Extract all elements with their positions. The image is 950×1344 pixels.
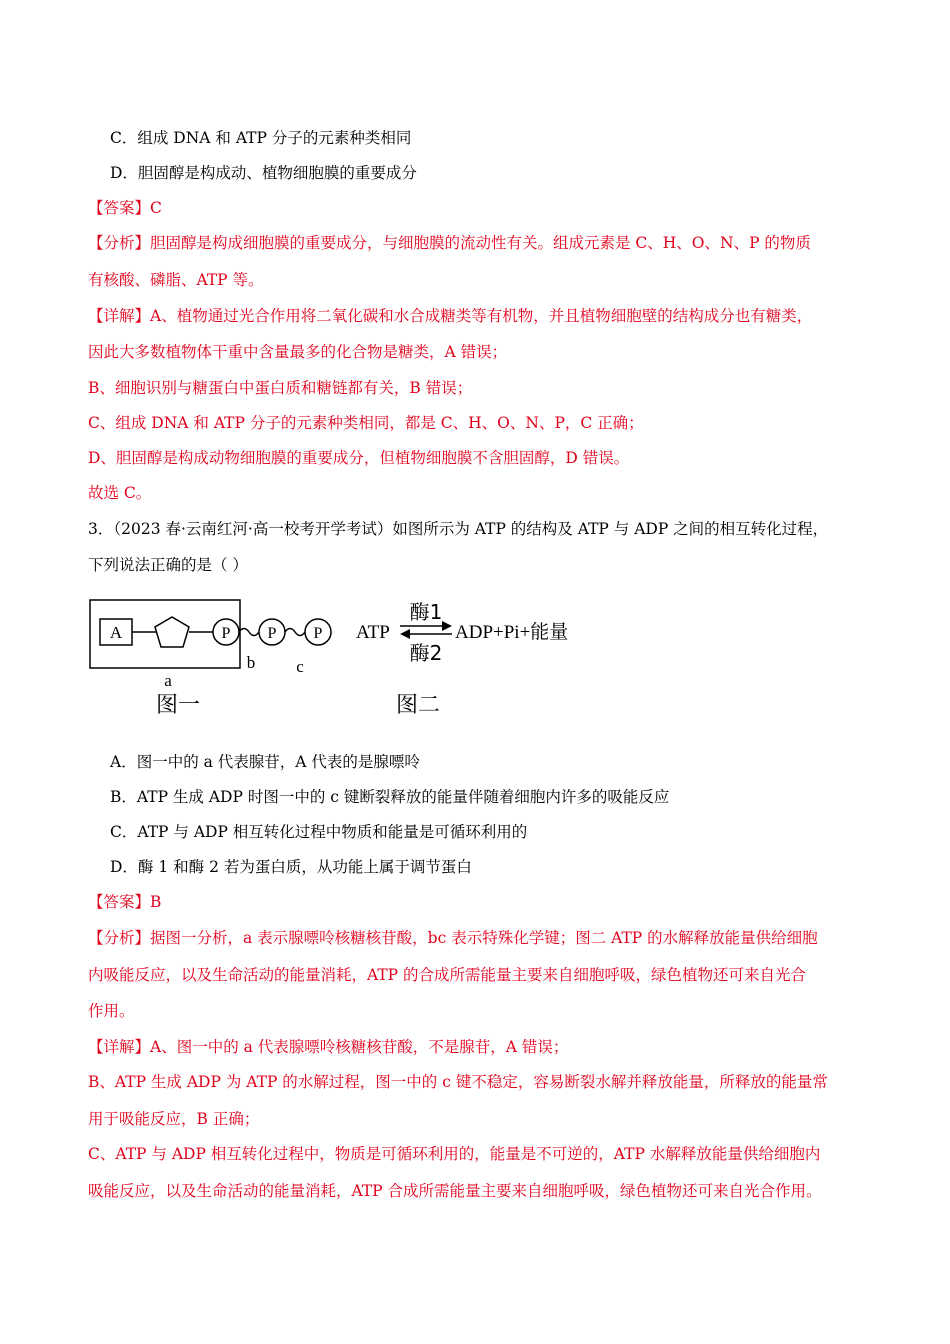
adenine-label: A xyxy=(109,623,123,642)
q2-detail-line-5: D、胆固醇是构成动物细胞膜的重要成分，但植物细胞膜不含胆固醇，D 错误。 xyxy=(88,449,630,467)
q3-option-a: A．图一中的 a 代表腺苷，A 代表的是腺嘌呤 xyxy=(110,753,420,771)
q3-detail-line-4: C、ATP 与 ADP 相互转化过程中，物质是可循环利用的，能量是不可逆的，ATP 水解释放能量供给细胞内 xyxy=(88,1145,821,1163)
q2-option-c: C．组成 DNA 和 ATP 分子的元素种类相同 xyxy=(110,129,412,147)
q3-stem-line-1: 3．（2023 春·云南红河·高一校考开学考试）如图所示为 ATP 的结构及 ATP 与 ADP 之间的相互转化过程， xyxy=(88,520,829,538)
q2-detail-line-4: C、组成 DNA 和 ATP 分子的元素种类相同，都是 C、H、O、N、P，C 正确； xyxy=(88,414,644,432)
figure-2-caption: 图二 xyxy=(395,693,441,718)
q3-answer: 【答案】B xyxy=(88,893,162,911)
ribose-pentagon xyxy=(155,617,189,647)
atp-label: ATP xyxy=(356,622,390,643)
q3-detail-line-3: 用于吸能反应，B 正确； xyxy=(88,1110,260,1128)
q3-analysis-line-1: 【分析】据图一分析，a 表示腺嘌呤核糖核苷酸，bc 表示特殊化学键；图二 ATP 的水解释放能量供给细胞 xyxy=(88,929,818,947)
label-a: a xyxy=(164,671,172,690)
q2-conclusion: 故选 C。 xyxy=(88,484,152,502)
enzyme-2-label: 酶2 xyxy=(409,641,443,665)
q2-option-d: D．胆固醇是构成动、植物细胞膜的重要成分 xyxy=(110,164,417,182)
q3-detail-line-2: B、ATP 生成 ADP 为 ATP 的水解过程，图一中的 c 键不稳定，容易断裂水解并释放能量，所释放的能量常 xyxy=(88,1073,828,1091)
high-energy-bond-b xyxy=(239,629,259,636)
q3-stem-line-2: 下列说法正确的是（ ） xyxy=(88,556,248,574)
q2-detail-line-2: 因此大多数植物体干重中含量最多的化合物是糖类，A 错误； xyxy=(88,343,508,361)
q3-option-b: B．ATP 生成 ADP 时图一中的 c 键断裂释放的能量伴随着细胞内许多的吸能反应 xyxy=(110,788,670,806)
q3-detail-line-5: 吸能反应，以及生命活动的能量消耗，ATP 合成所需能量主要来自细胞呼吸，绿色植物还可来自光合作用。 xyxy=(88,1182,822,1200)
products-label: ADP+Pi+能量 xyxy=(455,622,569,643)
q2-analysis-line-2: 有核酸、磷脂、ATP 等。 xyxy=(88,271,264,289)
phosphate-label-2: P xyxy=(267,625,277,642)
q2-detail-line-3: B、细胞识别与糖蛋白中蛋白质和糖链都有关，B 错误； xyxy=(88,379,473,397)
figure-1-caption: 图一 xyxy=(155,693,201,718)
phosphate-label-3: P xyxy=(313,625,323,642)
enzyme-1-label: 酶1 xyxy=(409,600,443,624)
label-c: c xyxy=(296,657,304,676)
atp-figure xyxy=(88,590,628,730)
atp-figure-svg xyxy=(88,590,628,730)
q3-option-c: C．ATP 与 ADP 相互转化过程中物质和能量是可循环利用的 xyxy=(110,823,528,841)
reverse-arrowhead xyxy=(400,629,410,639)
q2-detail-line-1: 【详解】A、植物通过光合作用将二氧化碳和水合成糖类等有机物，并且植物细胞壁的结构成分也有糖类， xyxy=(88,307,813,325)
q3-detail-line-1: 【详解】A、图一中的 a 代表腺嘌呤核糖核苷酸，不是腺苷，A 错误； xyxy=(88,1038,569,1056)
q3-analysis-line-3: 作用。 xyxy=(88,1002,135,1020)
high-energy-bond-c xyxy=(285,629,305,636)
phosphate-label-1: P xyxy=(221,625,231,642)
q3-analysis-line-2: 内吸能反应，以及生命活动的能量消耗，ATP 的合成所需能量主要来自细胞呼吸，绿色植物还可来自光合 xyxy=(88,966,807,984)
label-b: b xyxy=(246,653,256,672)
q3-option-d: D．酶 1 和酶 2 若为蛋白质，从功能上属于调节蛋白 xyxy=(110,858,472,876)
q2-answer: 【答案】C xyxy=(88,199,162,217)
q2-analysis-line-1: 【分析】胆固醇是构成细胞膜的重要成分，与细胞膜的流动性有关。组成元素是 C、H、O、N、P 的物质 xyxy=(88,234,811,252)
forward-arrowhead xyxy=(442,621,452,631)
